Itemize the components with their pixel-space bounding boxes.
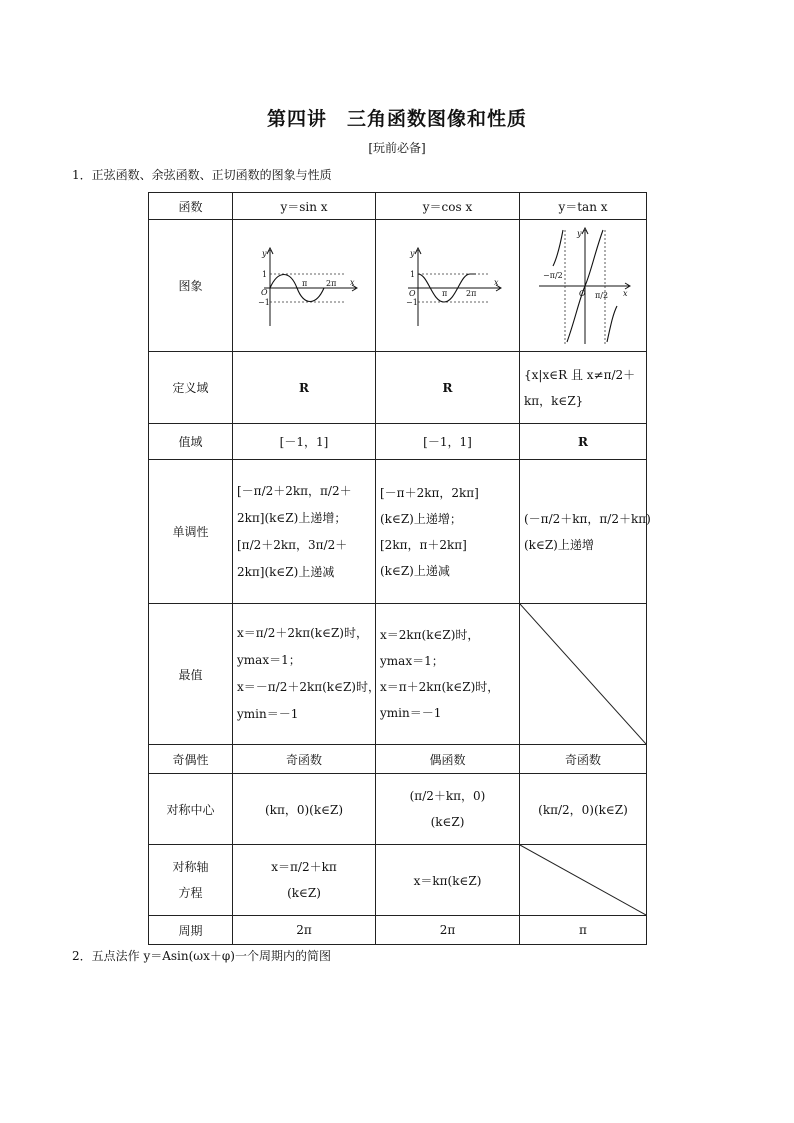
tick-pi: π [302, 278, 308, 288]
sin-mono-line-3: [π/2＋2kπ，3π/2＋ [237, 537, 348, 552]
header-row [149, 193, 647, 220]
cos-mono-line-4: (k∈Z)上递减 [380, 563, 450, 578]
tan-mono-line-1: (－π/2＋kπ，π/2＋kπ) [524, 511, 651, 526]
tan-mono-line-2: (k∈Z)上递增 [524, 537, 594, 552]
sin-extreme-line-4: ymin＝－1 [237, 707, 299, 721]
sin-range: [－1，1] [233, 424, 376, 460]
axis-x-label: x [623, 288, 628, 298]
tan-graph-cell [520, 220, 647, 352]
diagonal-line [520, 604, 646, 744]
tick-two-pi: 2π [465, 288, 476, 298]
header-cos: y＝cos x [376, 193, 520, 220]
cos-monotonicity [376, 460, 520, 604]
axis-x-label: x [493, 277, 499, 287]
header-function: 函数 [149, 193, 233, 220]
page-title: 第四讲 三角函数图像和性质 [266, 108, 527, 130]
sin-mono-line-1: [－π/2＋2kπ，π/2＋ [237, 483, 352, 498]
cos-extreme-line-3: x＝π＋2kπ(k∈Z)时， [380, 680, 500, 694]
origin-label: O [408, 288, 416, 298]
sin-extreme-line-2: ymax＝1； [237, 653, 301, 667]
sin-domain: R [233, 352, 376, 424]
tan-monotonicity [520, 460, 651, 604]
graph-label: 图象 [149, 220, 233, 352]
cos-center [376, 774, 520, 845]
tick-pi: π [441, 288, 447, 298]
cos-graph [388, 242, 508, 330]
monotonicity-row [149, 460, 647, 604]
tick-half-pi: π/2 [595, 290, 609, 300]
sin-extreme [233, 604, 380, 745]
cos-period: 2π [376, 916, 520, 945]
tick-one: 1 [409, 269, 415, 279]
cos-center-line-2: (k∈Z) [430, 815, 465, 829]
tan-domain-line-2: kπ，k∈Z} [524, 393, 584, 408]
tick-two-pi: 2π [326, 278, 337, 288]
sin-period: 2π [233, 916, 376, 945]
tick-neg-one: −1 [405, 297, 418, 307]
sin-graph-cell [233, 220, 376, 352]
tan-center: (kπ/2，0)(k∈Z) [520, 774, 647, 845]
sin-axis [233, 845, 376, 916]
period-label: 周期 [149, 916, 233, 945]
cos-axis: x＝kπ(k∈Z) [376, 845, 520, 916]
sin-parity: 奇函数 [233, 745, 376, 774]
parity-label: 奇偶性 [149, 745, 233, 774]
axis-y-label: y [577, 228, 582, 238]
cos-mono-line-1: [－π＋2kπ，2kπ] [380, 485, 479, 500]
diagonal-line [520, 845, 646, 915]
header-tan: y＝tan x [520, 193, 647, 220]
cos-range: [－1，1] [376, 424, 520, 460]
tan-range: R [520, 424, 647, 460]
parity-row [149, 745, 647, 774]
cos-extreme-line-2: ymax＝1； [380, 654, 444, 668]
sin-extreme-line-3: x＝－π/2＋2kπ(k∈Z)时， [237, 680, 380, 694]
tick-neg-half-pi: −π/2 [543, 270, 563, 280]
tan-domain [520, 352, 647, 424]
extreme-row [149, 604, 647, 745]
tan-axis-empty [520, 845, 647, 916]
tick-neg-one: −1 [258, 297, 270, 307]
origin-label: O [261, 287, 268, 297]
cos-mono-line-2: (k∈Z)上递增； [380, 511, 462, 526]
axis-label-line-1: 对称轴 [172, 860, 209, 874]
extreme-label: 最值 [149, 604, 233, 745]
cos-extreme [376, 604, 520, 745]
tan-domain-line-1: {x|x∈R 且 x≠π/2＋ [524, 367, 636, 382]
tick-one: 1 [262, 269, 268, 279]
tan-extreme-empty [520, 604, 647, 745]
axis-y-label: y [409, 248, 415, 258]
axis-label [149, 845, 233, 916]
cos-center-line-1: (π/2＋kπ，0) [409, 789, 486, 803]
tan-period: π [520, 916, 647, 945]
sin-axis-line-2: (k∈Z) [287, 886, 321, 900]
sin-monotonicity [233, 460, 376, 604]
range-row [149, 424, 647, 460]
graph-row [149, 220, 647, 352]
cos-parity: 偶函数 [376, 745, 520, 774]
domain-label: 定义域 [149, 352, 233, 424]
axis-y-label: y [262, 248, 267, 258]
section-1-heading: 1．正弦函数、余弦函数、正切函数的图象与性质 [72, 168, 332, 182]
sin-mono-line-4: 2kπ](k∈Z)上递减 [237, 564, 335, 579]
cos-extreme-line-1: x＝2kπ(k∈Z)时， [380, 628, 480, 642]
sin-extreme-line-1: x＝π/2＋2kπ(k∈Z)时， [237, 626, 368, 640]
trig-properties-table [148, 192, 651, 945]
cos-domain: R [376, 352, 520, 424]
page-subtitle: [玩前必备] [368, 141, 426, 155]
axis-x-label: x [350, 277, 355, 287]
axis-row [149, 845, 647, 916]
tan-graph [533, 224, 633, 348]
monotonicity-label: 单调性 [149, 460, 233, 604]
sin-axis-line-1: x＝π/2＋kπ [271, 860, 337, 874]
cos-mono-line-3: [2kπ，π＋2kπ] [380, 537, 467, 552]
section-2-heading: 2．五点法作 y＝Asin(ωx＋φ)一个周期内的简图 [72, 949, 331, 963]
header-sin: y＝sin x [233, 193, 376, 220]
sin-mono-line-2: 2kπ](k∈Z)上递增； [237, 510, 347, 525]
sin-graph [244, 242, 364, 330]
center-label: 对称中心 [149, 774, 233, 845]
center-row [149, 774, 647, 845]
origin-label: O [579, 288, 586, 298]
tan-parity: 奇函数 [520, 745, 647, 774]
sin-center: (kπ，0)(k∈Z) [233, 774, 376, 845]
axis-label-line-2: 方程 [178, 886, 203, 900]
period-row [149, 916, 647, 945]
cos-graph-cell [376, 220, 520, 352]
cos-extreme-line-4: ymin＝－1 [380, 706, 442, 720]
domain-row [149, 352, 647, 424]
range-label: 值域 [149, 424, 233, 460]
